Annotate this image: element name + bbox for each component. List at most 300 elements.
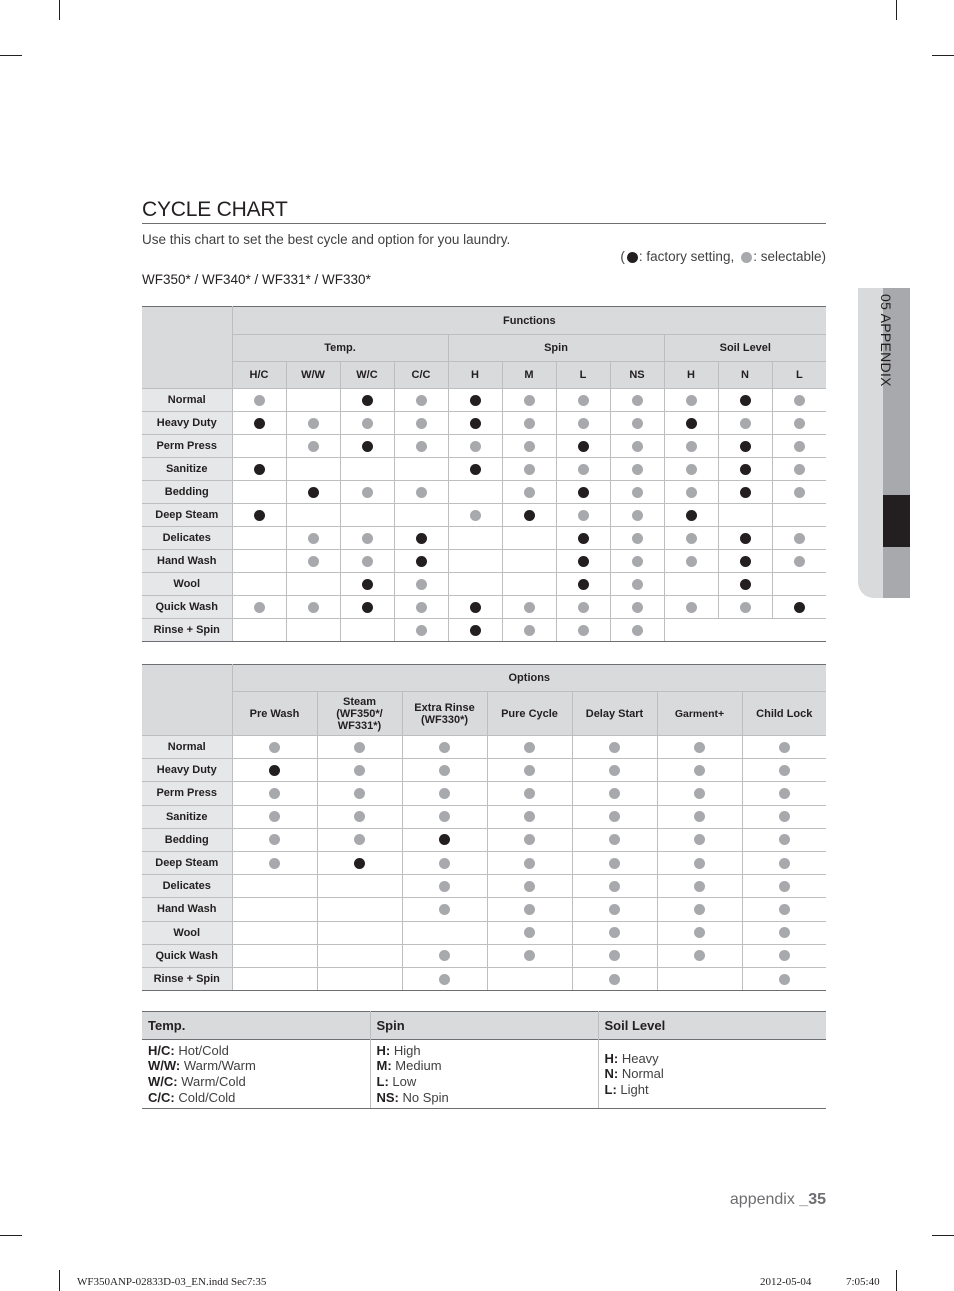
selectable-dot-icon	[470, 510, 481, 521]
selectable-dot-icon	[354, 765, 365, 776]
option-cell	[317, 782, 402, 805]
cycle-name: Hand Wash	[142, 550, 232, 573]
function-cell	[502, 550, 556, 573]
option-cell	[657, 944, 742, 967]
abbr-spin-list	[370, 1040, 598, 1109]
options-header: Options	[232, 665, 826, 692]
function-cell	[610, 389, 664, 412]
function-cell	[502, 412, 556, 435]
function-cell	[448, 573, 502, 596]
selectable-dot-icon	[794, 441, 805, 452]
abbr-key: NS:	[376, 1089, 399, 1105]
selectable-dot-icon	[524, 904, 535, 915]
function-cell	[556, 550, 610, 573]
option-cell	[657, 875, 742, 898]
selectable-dot-icon	[609, 811, 620, 822]
legend-factory-label: : factory setting,	[638, 249, 735, 264]
function-cell	[286, 458, 340, 481]
selectable-dot-icon	[741, 252, 752, 263]
function-cell	[664, 389, 718, 412]
abbr-value: Heavy	[618, 1050, 659, 1066]
option-column-header: Child Lock	[742, 692, 826, 736]
abbr-line	[148, 1090, 364, 1106]
function-cell	[718, 435, 772, 458]
function-cell	[556, 573, 610, 596]
option-cell	[317, 759, 402, 782]
function-cell	[502, 435, 556, 458]
option-cell	[572, 851, 657, 874]
factory-setting-dot-icon	[470, 602, 481, 613]
selectable-dot-icon	[578, 395, 589, 406]
selectable-dot-icon	[632, 441, 643, 452]
factory-setting-dot-icon	[740, 441, 751, 452]
table-row	[142, 527, 826, 550]
option-cell	[657, 898, 742, 921]
function-cell	[664, 504, 718, 527]
factory-setting-dot-icon	[578, 579, 589, 590]
selectable-dot-icon	[779, 834, 790, 845]
option-cell	[402, 782, 487, 805]
selectable-dot-icon	[416, 625, 427, 636]
factory-setting-dot-icon	[740, 464, 751, 475]
selectable-dot-icon	[794, 395, 805, 406]
abbr-key: M:	[376, 1058, 392, 1074]
factory-setting-dot-icon	[470, 625, 481, 636]
selectable-dot-icon	[632, 418, 643, 429]
selectable-dot-icon	[686, 395, 697, 406]
crop-mark	[932, 1235, 954, 1236]
column-header: H	[664, 362, 718, 389]
options-table	[142, 664, 826, 991]
selectable-dot-icon	[439, 858, 450, 869]
function-cell	[232, 596, 286, 619]
functions-table	[142, 306, 826, 642]
cycle-name: Perm Press	[142, 782, 232, 805]
option-cell	[487, 967, 572, 990]
cycle-name: Delicates	[142, 875, 232, 898]
function-cell	[610, 481, 664, 504]
selectable-dot-icon	[632, 464, 643, 475]
function-cell	[610, 527, 664, 550]
cycle-name: Normal	[142, 389, 232, 412]
selectable-dot-icon	[794, 464, 805, 475]
table-row	[142, 805, 826, 828]
function-cell	[502, 619, 556, 642]
selectable-dot-icon	[694, 834, 705, 845]
function-cell	[772, 435, 826, 458]
option-cell	[232, 921, 317, 944]
factory-setting-dot-icon	[470, 395, 481, 406]
selectable-dot-icon	[269, 858, 280, 869]
column-header: M	[502, 362, 556, 389]
selectable-dot-icon	[439, 881, 450, 892]
function-cell	[394, 596, 448, 619]
selectable-dot-icon	[609, 788, 620, 799]
option-cell	[232, 967, 317, 990]
option-cell	[402, 921, 487, 944]
option-cell	[572, 828, 657, 851]
cycle-name: Quick Wash	[142, 944, 232, 967]
function-cell	[232, 412, 286, 435]
cycle-name: Delicates	[142, 527, 232, 550]
selectable-dot-icon	[269, 788, 280, 799]
function-cell	[718, 481, 772, 504]
abbr-line	[148, 1043, 364, 1059]
print-slug-date: 2012-05-04	[760, 1276, 812, 1288]
option-cell	[487, 944, 572, 967]
option-cell	[487, 759, 572, 782]
abbr-value: No Spin	[398, 1089, 449, 1105]
selectable-dot-icon	[416, 418, 427, 429]
crop-mark	[932, 55, 954, 56]
function-cell	[772, 412, 826, 435]
selectable-dot-icon	[609, 858, 620, 869]
empty-cell	[664, 619, 826, 642]
function-cell	[448, 550, 502, 573]
function-cell	[610, 550, 664, 573]
selectable-dot-icon	[632, 602, 643, 613]
function-cell	[340, 504, 394, 527]
abbr-key: L:	[604, 1081, 617, 1097]
function-cell	[502, 573, 556, 596]
function-cell	[610, 573, 664, 596]
option-cell	[317, 898, 402, 921]
selectable-dot-icon	[740, 418, 751, 429]
selectable-dot-icon	[609, 927, 620, 938]
factory-setting-dot-icon	[794, 602, 805, 613]
option-cell	[317, 736, 402, 759]
abbr-temp-list	[142, 1040, 370, 1109]
side-tab-marker	[883, 495, 910, 547]
selectable-dot-icon	[609, 974, 620, 985]
function-cell	[772, 550, 826, 573]
cycle-name: Deep Steam	[142, 504, 232, 527]
function-cell	[502, 481, 556, 504]
function-cell	[772, 504, 826, 527]
selectable-dot-icon	[578, 418, 589, 429]
table-row	[142, 389, 826, 412]
table-row	[142, 550, 826, 573]
crop-mark	[896, 0, 897, 20]
option-cell	[742, 898, 826, 921]
option-column-header: Garment+	[657, 692, 742, 736]
selectable-dot-icon	[308, 418, 319, 429]
factory-setting-dot-icon	[470, 464, 481, 475]
function-cell	[556, 504, 610, 527]
table-row	[142, 481, 826, 504]
option-cell	[402, 898, 487, 921]
selectable-dot-icon	[254, 602, 265, 613]
factory-setting-dot-icon	[254, 510, 265, 521]
selectable-dot-icon	[439, 904, 450, 915]
option-cell	[742, 967, 826, 990]
function-cell	[772, 527, 826, 550]
function-cell	[394, 573, 448, 596]
abbr-line	[377, 1043, 592, 1059]
factory-setting-dot-icon	[740, 579, 751, 590]
function-cell	[664, 527, 718, 550]
abbr-key: N:	[604, 1066, 619, 1082]
factory-setting-dot-icon	[578, 441, 589, 452]
factory-setting-dot-icon	[362, 441, 373, 452]
selectable-dot-icon	[794, 418, 805, 429]
selectable-dot-icon	[524, 950, 535, 961]
selectable-dot-icon	[254, 395, 265, 406]
abbr-line	[605, 1082, 821, 1098]
abbr-key: C/C:	[148, 1089, 175, 1105]
selectable-dot-icon	[524, 487, 535, 498]
abbr-value: High	[390, 1042, 421, 1058]
selectable-dot-icon	[524, 765, 535, 776]
crop-mark	[0, 55, 22, 56]
function-cell	[286, 435, 340, 458]
option-cell	[742, 851, 826, 874]
function-cell	[556, 527, 610, 550]
selectable-dot-icon	[308, 602, 319, 613]
selectable-dot-icon	[694, 858, 705, 869]
selectable-dot-icon	[632, 533, 643, 544]
selectable-dot-icon	[694, 927, 705, 938]
option-cell	[657, 759, 742, 782]
selectable-dot-icon	[354, 788, 365, 799]
selectable-dot-icon	[269, 811, 280, 822]
abbr-key: H:	[376, 1042, 391, 1058]
function-cell	[394, 481, 448, 504]
selectable-dot-icon	[779, 904, 790, 915]
factory-setting-dot-icon	[470, 418, 481, 429]
abbr-spin-header: Spin	[370, 1012, 598, 1040]
selectable-dot-icon	[794, 556, 805, 567]
selectable-dot-icon	[609, 950, 620, 961]
factory-setting-dot-icon	[578, 556, 589, 567]
function-cell	[502, 596, 556, 619]
function-cell	[772, 596, 826, 619]
function-cell	[556, 596, 610, 619]
function-cell	[394, 550, 448, 573]
page-number: _35	[799, 1191, 826, 1208]
factory-setting-dot-icon	[740, 395, 751, 406]
abbr-value: Light	[616, 1081, 649, 1097]
selectable-dot-icon	[524, 742, 535, 753]
function-cell	[502, 527, 556, 550]
option-cell	[572, 782, 657, 805]
function-cell	[286, 504, 340, 527]
function-cell	[718, 458, 772, 481]
option-cell	[657, 851, 742, 874]
option-cell	[232, 736, 317, 759]
selectable-dot-icon	[416, 395, 427, 406]
function-cell	[718, 527, 772, 550]
selectable-dot-icon	[362, 556, 373, 567]
crop-mark	[59, 1270, 60, 1291]
selectable-dot-icon	[694, 904, 705, 915]
table-row	[142, 828, 826, 851]
function-cell	[556, 458, 610, 481]
abbr-value: Low	[388, 1074, 417, 1089]
function-cell	[232, 573, 286, 596]
cycle-name: Rinse + Spin	[142, 619, 232, 642]
option-column-header: Pre Wash	[232, 692, 317, 736]
selectable-dot-icon	[439, 950, 450, 961]
function-cell	[448, 619, 502, 642]
selectable-dot-icon	[354, 834, 365, 845]
function-cell	[610, 596, 664, 619]
selectable-dot-icon	[686, 533, 697, 544]
option-cell	[487, 805, 572, 828]
table-row	[142, 573, 826, 596]
function-cell	[718, 389, 772, 412]
cycle-name: Wool	[142, 921, 232, 944]
option-cell	[487, 921, 572, 944]
selectable-dot-icon	[578, 625, 589, 636]
table-row	[142, 759, 826, 782]
selectable-dot-icon	[416, 579, 427, 590]
abbr-temp-header: Temp.	[142, 1012, 370, 1040]
column-header: W/W	[286, 362, 340, 389]
function-cell	[286, 596, 340, 619]
selectable-dot-icon	[362, 533, 373, 544]
factory-setting-dot-icon	[578, 533, 589, 544]
option-cell	[742, 805, 826, 828]
selectable-dot-icon	[779, 881, 790, 892]
abbr-line	[148, 1074, 364, 1090]
option-cell	[572, 967, 657, 990]
table-row	[142, 458, 826, 481]
selectable-dot-icon	[694, 788, 705, 799]
option-cell	[402, 828, 487, 851]
table-row	[142, 967, 826, 990]
selectable-dot-icon	[632, 510, 643, 521]
option-cell	[232, 805, 317, 828]
selectable-dot-icon	[686, 487, 697, 498]
option-cell	[402, 805, 487, 828]
selectable-dot-icon	[686, 464, 697, 475]
cycle-name: Wool	[142, 573, 232, 596]
factory-setting-dot-icon	[439, 834, 450, 845]
cycle-name: Heavy Duty	[142, 412, 232, 435]
function-cell	[718, 504, 772, 527]
print-slug-time: 7:05:40	[846, 1276, 880, 1288]
model-line: WF350* / WF340* / WF331* / WF330*	[142, 272, 371, 287]
option-cell	[572, 898, 657, 921]
column-header: NS	[610, 362, 664, 389]
cycle-name: Bedding	[142, 481, 232, 504]
option-cell	[487, 875, 572, 898]
crop-mark	[59, 0, 60, 20]
print-slug-file: WF350ANP-02833D-03_EN.indd Sec7:35	[77, 1276, 267, 1288]
selectable-dot-icon	[362, 418, 373, 429]
function-cell	[394, 504, 448, 527]
selectable-dot-icon	[308, 441, 319, 452]
function-cell	[502, 504, 556, 527]
table-row	[142, 944, 826, 967]
option-column-header: Steam (WF350*/ WF331*)	[317, 692, 402, 736]
selectable-dot-icon	[609, 834, 620, 845]
function-cell	[394, 458, 448, 481]
factory-setting-dot-icon	[254, 418, 265, 429]
abbr-value: Normal	[618, 1066, 664, 1082]
function-cell	[232, 527, 286, 550]
selectable-dot-icon	[524, 625, 535, 636]
selectable-dot-icon	[632, 579, 643, 590]
section-side-tab	[858, 288, 910, 598]
dot-legend	[620, 249, 826, 264]
function-cell	[610, 412, 664, 435]
abbreviation-table	[142, 1011, 826, 1109]
selectable-dot-icon	[686, 441, 697, 452]
function-cell	[232, 504, 286, 527]
function-cell	[286, 527, 340, 550]
function-cell	[718, 573, 772, 596]
function-cell	[772, 481, 826, 504]
functions-header: Functions	[232, 307, 826, 335]
option-cell	[742, 782, 826, 805]
option-column-header: Extra Rinse (WF330*)	[402, 692, 487, 736]
selectable-dot-icon	[609, 742, 620, 753]
option-cell	[657, 805, 742, 828]
function-cell	[664, 550, 718, 573]
side-tab-label: 05 APPENDIX	[878, 294, 894, 387]
column-header: C/C	[394, 362, 448, 389]
selectable-dot-icon	[524, 464, 535, 475]
abbr-value: Cold/Cold	[174, 1089, 236, 1105]
function-cell	[340, 481, 394, 504]
option-cell	[232, 782, 317, 805]
function-cell	[772, 458, 826, 481]
selectable-dot-icon	[524, 834, 535, 845]
selectable-dot-icon	[694, 881, 705, 892]
corner-cell	[142, 307, 232, 389]
selectable-dot-icon	[779, 788, 790, 799]
option-cell	[317, 828, 402, 851]
table-row	[142, 504, 826, 527]
table-row	[142, 412, 826, 435]
selectable-dot-icon	[578, 602, 589, 613]
table-row	[142, 898, 826, 921]
selectable-dot-icon	[416, 441, 427, 452]
selectable-dot-icon	[632, 395, 643, 406]
option-cell	[317, 944, 402, 967]
selectable-dot-icon	[416, 487, 427, 498]
abbr-value: Hot/Cold	[174, 1042, 229, 1058]
abbr-key: H:	[604, 1050, 619, 1066]
selectable-dot-icon	[470, 441, 481, 452]
selectable-dot-icon	[439, 788, 450, 799]
factory-setting-dot-icon	[740, 533, 751, 544]
option-cell	[657, 967, 742, 990]
factory-setting-dot-icon	[524, 510, 535, 521]
factory-setting-dot-icon	[354, 858, 365, 869]
function-cell	[610, 458, 664, 481]
function-cell	[448, 389, 502, 412]
selectable-dot-icon	[524, 858, 535, 869]
selectable-dot-icon	[686, 602, 697, 613]
function-cell	[772, 389, 826, 412]
selectable-dot-icon	[694, 950, 705, 961]
option-cell	[402, 944, 487, 967]
function-cell	[286, 481, 340, 504]
option-cell	[402, 967, 487, 990]
cycle-name: Deep Steam	[142, 851, 232, 874]
option-cell	[487, 828, 572, 851]
selectable-dot-icon	[779, 742, 790, 753]
option-cell	[742, 759, 826, 782]
intro-text: Use this chart to set the best cycle and option for you laundry.	[142, 232, 511, 247]
factory-setting-dot-icon	[740, 487, 751, 498]
function-cell	[286, 619, 340, 642]
abbr-key: H/C:	[148, 1042, 175, 1058]
cycle-name: Rinse + Spin	[142, 967, 232, 990]
